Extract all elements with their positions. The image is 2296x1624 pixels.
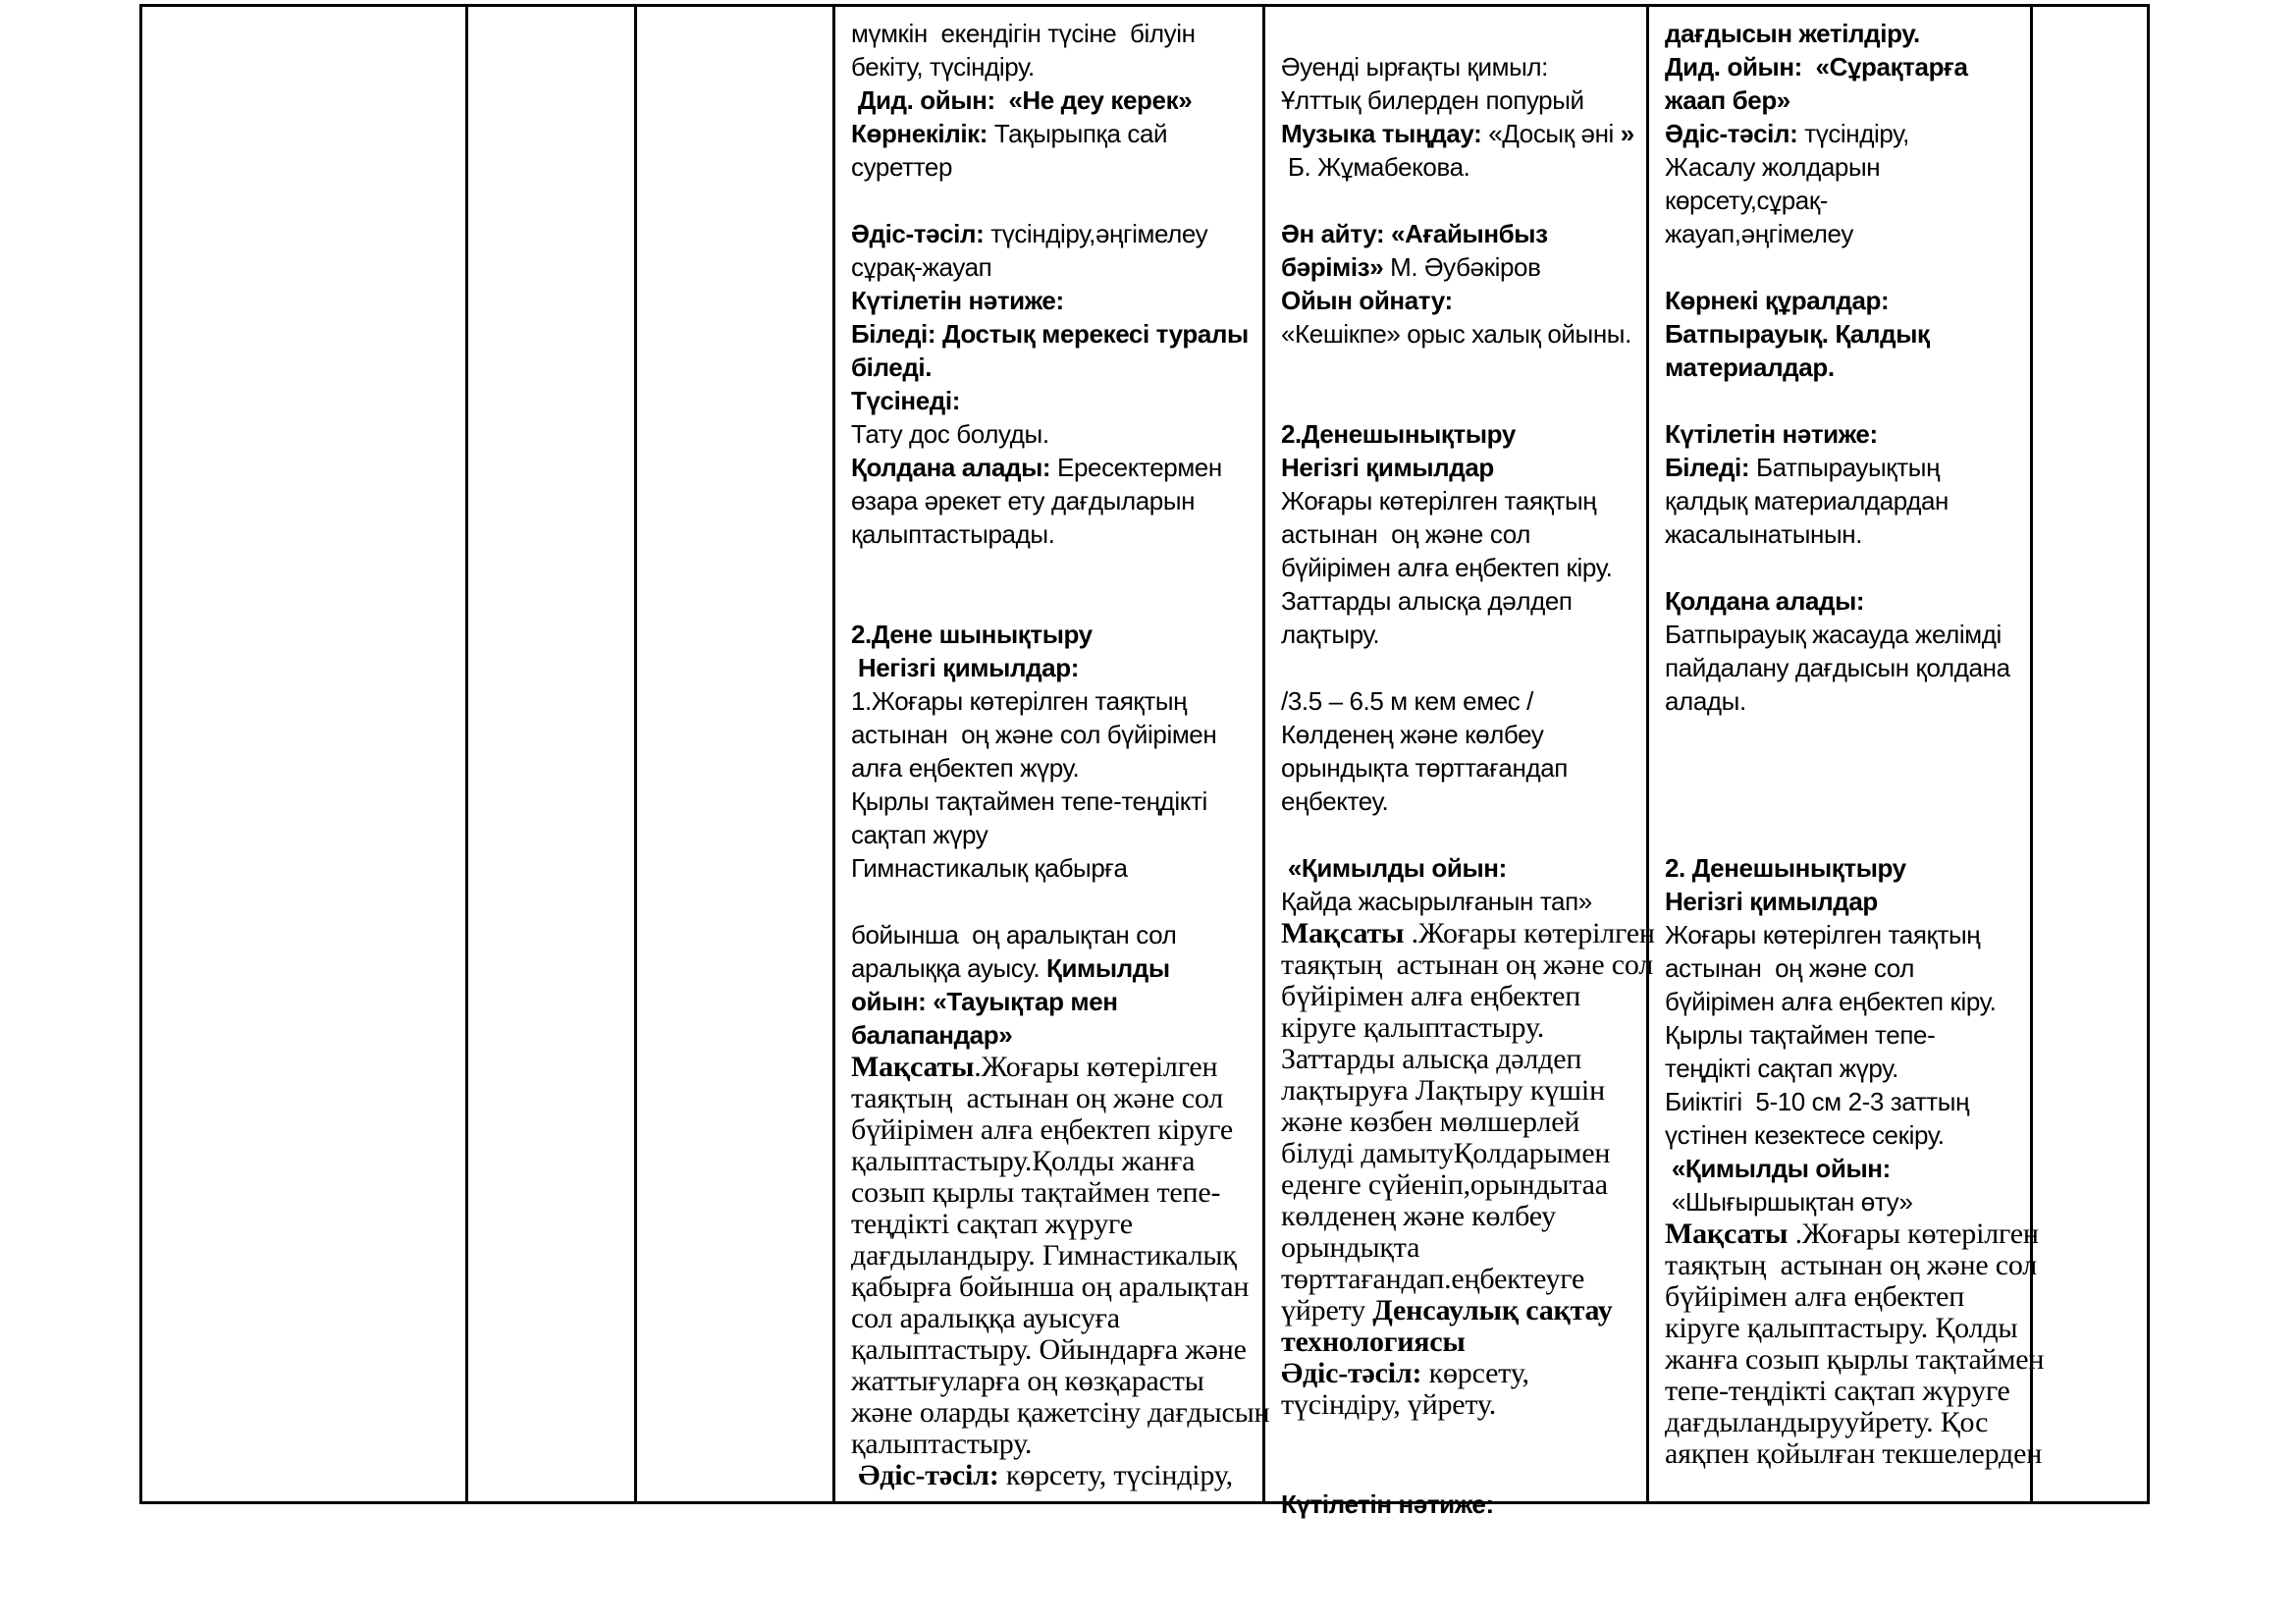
text-line <box>1665 751 2024 785</box>
bold-text-segment: «Қимылды ойын: <box>1665 1154 1891 1183</box>
text-line <box>1281 948 1654 981</box>
bold-text-segment: Түсінеді: <box>851 386 960 415</box>
text-segment: астынан оң және сол бүйірімен <box>851 720 1217 749</box>
text-line <box>1281 317 1640 351</box>
bold-text-segment: балапандар» <box>851 1020 1013 1050</box>
text-segment: бекіту, түсіндіру. <box>851 52 1035 81</box>
text-line <box>1281 250 1640 284</box>
text-segment: мүмкін екендігін түсіне білуін <box>851 19 1196 48</box>
bold-text-segment: Мақсаты <box>1665 1218 1789 1250</box>
text-line <box>851 1272 1256 1303</box>
text-line <box>851 1083 1256 1114</box>
text-line <box>1665 351 2024 384</box>
text-line <box>1281 117 1640 150</box>
table-column-empty-column-1 <box>142 7 468 1501</box>
bold-text-segment: дағдысын жетілдіру. <box>1665 19 1920 48</box>
text-segment: Қырлы тақтаймен тепе- <box>1665 1020 1936 1050</box>
bold-text-segment: Көрнекілік: <box>851 119 988 148</box>
text-line <box>1281 1107 1640 1138</box>
text-line <box>1281 484 1640 517</box>
text-line <box>851 1114 1256 1146</box>
bold-text-segment: технологиясы <box>1281 1326 1466 1358</box>
text-line <box>1281 83 1640 117</box>
text-line <box>1665 818 2024 851</box>
text-line <box>851 250 1256 284</box>
bold-text-segment: Мақсаты <box>851 1051 975 1083</box>
text-line <box>851 1429 1256 1460</box>
text-segment: 1.Жоғары көтерілген таяқтың <box>851 686 1188 716</box>
bold-text-segment: біледі. <box>851 352 933 382</box>
text-line <box>1665 985 2024 1018</box>
bold-text-segment: Мақсаты <box>1281 917 1405 949</box>
text-line <box>851 517 1256 551</box>
text-line <box>851 1209 1256 1240</box>
text-segment: созып қырлы тақтаймен тепе- <box>851 1176 1221 1209</box>
text-line <box>1665 851 2024 885</box>
text-segment: үстінен кезектесе секіру. <box>1665 1120 1945 1150</box>
text-line <box>851 618 1256 651</box>
text-line <box>1665 1185 2024 1218</box>
text-line <box>1665 384 2024 417</box>
text-line <box>1665 451 2024 484</box>
text-line <box>851 384 1256 417</box>
text-segment: .Жоғары көтерілген <box>1788 1218 2039 1250</box>
text-line <box>1281 1201 1640 1232</box>
text-line <box>1281 417 1640 451</box>
text-segment: алады. <box>1665 686 1746 716</box>
text-line <box>1665 1313 2024 1344</box>
text-line <box>1281 1389 1640 1421</box>
text-segment: теңдікті сақтап жүру. <box>1665 1054 1898 1083</box>
text-line <box>851 751 1256 785</box>
text-segment: лақтыру. <box>1281 620 1380 649</box>
text-segment: астынан оң және сол <box>1281 519 1530 549</box>
text-segment: және оларды қажетсіну дағдысын <box>851 1396 1270 1429</box>
text-line <box>851 1146 1256 1177</box>
text-line <box>1665 250 2024 284</box>
text-line <box>1665 484 2024 517</box>
text-line <box>1281 1264 1640 1295</box>
text-line <box>1281 885 1640 918</box>
text-line <box>1281 981 1640 1012</box>
text-segment: көлденең және көлбеу <box>1281 1200 1556 1232</box>
text-segment: түсіндіру,әңгімелеу <box>984 219 1208 248</box>
text-segment: Әуенді ырғақты қимыл: <box>1281 52 1549 81</box>
text-segment: Қырлы тақтаймен тепе-теңдікті <box>851 786 1207 816</box>
text-segment: жаттығуларға оң көзқарасты <box>851 1365 1204 1397</box>
text-segment: сақтап жүру <box>851 820 988 849</box>
text-segment: өзара әрекет ету дағдыларын <box>851 486 1196 515</box>
bold-text-segment: Әдіс-тәсіл: <box>1665 119 1798 148</box>
text-line <box>851 1396 1270 1429</box>
bold-text-segment: Негізгі қимылдар <box>1281 453 1494 482</box>
text-line <box>1281 1138 1640 1169</box>
text-line <box>851 351 1256 384</box>
text-segment: қабырға бойынша оң аралықтан <box>851 1271 1250 1303</box>
text-segment: қалыптастырады. <box>851 519 1055 549</box>
text-segment: қалыптастыру.Қолды жанға <box>851 1145 1196 1177</box>
text-line <box>1665 317 2024 351</box>
text-segment: .Жоғары көтерілген <box>974 1051 1218 1083</box>
text-line <box>1665 117 2024 150</box>
text-segment: Көлденең және көлбеу <box>1281 720 1544 749</box>
bold-text-segment: Күтілетін нәтиже: <box>851 286 1064 315</box>
lesson-plan-table <box>139 4 2150 1519</box>
text-line <box>851 1018 1256 1052</box>
text-segment: пайдалану дағдысын қолдана <box>1665 653 2010 682</box>
text-segment: және көзбен мөлшерлей <box>1281 1106 1580 1138</box>
table-column-text-column-2 <box>1265 7 1655 1519</box>
text-line <box>1281 684 1640 718</box>
text-line <box>851 885 1256 918</box>
text-line <box>1665 284 2024 317</box>
text-line <box>1665 1343 2045 1376</box>
text-segment: таяқтың астынан оң және сол <box>1281 948 1654 981</box>
text-line <box>851 651 1256 684</box>
text-segment: орындықта төрттағандап <box>1281 753 1568 783</box>
text-line <box>1665 1407 2024 1438</box>
text-segment: көрсету, түсіндіру, <box>998 1459 1233 1491</box>
text-line <box>1665 785 2024 818</box>
text-line <box>1281 651 1640 684</box>
text-segment: еңбектеу. <box>1281 786 1389 816</box>
text-line <box>1281 1075 1640 1107</box>
text-line <box>1665 217 2024 250</box>
text-segment: алға еңбектеп жүру. <box>851 753 1080 783</box>
text-line <box>1665 517 2024 551</box>
text-segment: таяқтың астынан оң және сол <box>1665 1249 2038 1281</box>
text-line <box>1281 718 1640 751</box>
table-column-text-column-1 <box>835 7 1270 1501</box>
text-line <box>851 284 1256 317</box>
text-segment: жасалынатынын. <box>1665 519 1863 549</box>
text-line <box>1665 684 2024 718</box>
text-line <box>851 417 1256 451</box>
text-segment: «Шығыршықтан өту» <box>1665 1187 1913 1217</box>
bold-text-segment: Күтілетін нәтиже: <box>1281 1489 1494 1519</box>
bold-text-segment: Дид. ойын: «Не деу керек» <box>851 85 1193 115</box>
text-line <box>1281 1326 1640 1358</box>
text-line <box>851 551 1256 584</box>
text-segment: Қайда жасырылғанын тап» <box>1281 887 1592 916</box>
text-segment: дағдыландырууйрету. Қос <box>1665 1406 1989 1438</box>
bold-text-segment: 2.Денешынықтыру <box>1281 419 1516 449</box>
text-line <box>851 184 1256 217</box>
text-segment: Тақырыпқа сай <box>988 119 1168 148</box>
text-line <box>1281 1295 1640 1326</box>
text-segment: Биіктігі 5-10 см 2-3 заттың <box>1665 1087 1970 1116</box>
bold-text-segment: Музыка тыңдау: <box>1281 119 1482 148</box>
text-line <box>1281 17 1640 50</box>
text-segment: үйрету <box>1281 1294 1373 1326</box>
text-line <box>851 851 1256 885</box>
text-line <box>851 985 1256 1018</box>
bold-text-segment: бәріміз» <box>1281 252 1384 282</box>
text-line <box>1665 1249 2038 1281</box>
text-line <box>1281 551 1640 584</box>
text-line <box>851 684 1256 718</box>
text-segment: Тату дос болуды. <box>851 419 1049 449</box>
text-segment: білуді дамытуҚолдарымен <box>1281 1137 1611 1169</box>
text-segment: төрттағандап.еңбектеуге <box>1281 1263 1585 1295</box>
text-line <box>1281 751 1640 785</box>
text-segment: Гимнастикалық қабырға <box>851 853 1128 883</box>
text-segment: еденге сүйеніп,орындытаа <box>1281 1168 1608 1201</box>
text-segment: қалдық материалдардан <box>1665 486 1949 515</box>
text-segment: бүйірімен алға еңбектеп кіруге <box>851 1113 1233 1146</box>
text-segment: кіруге қалыптастыру. <box>1281 1011 1545 1044</box>
bold-text-segment: материалдар. <box>1665 352 1835 382</box>
text-segment: бойынша оң аралықтан сол <box>851 920 1177 949</box>
text-segment: жауап,әңгімелеу <box>1665 219 1853 248</box>
text-line <box>1281 1488 1640 1521</box>
text-line <box>1665 17 2024 50</box>
text-line <box>851 17 1256 50</box>
bold-text-segment: «Қимылды ойын: <box>1281 853 1507 883</box>
text-line <box>851 150 1256 184</box>
text-segment: көрсету,сұрақ- <box>1665 186 1829 215</box>
text-line <box>1665 1152 2024 1185</box>
text-line <box>851 484 1256 517</box>
text-line <box>1665 184 2024 217</box>
text-line <box>1665 551 2024 584</box>
text-segment: «Кешікпе» орыс халық ойыны. <box>1281 319 1631 349</box>
text-line <box>1665 1018 2024 1052</box>
text-segment: Ұлттық билерден попурый <box>1281 85 1584 115</box>
bold-text-segment: Көрнекі құралдар: <box>1665 286 1890 315</box>
text-segment: теңдікті сақтап жүруге <box>851 1208 1133 1240</box>
text-segment: «Досық әні <box>1481 119 1621 148</box>
text-line <box>851 785 1256 818</box>
text-line <box>1665 417 2024 451</box>
text-line <box>1665 83 2024 117</box>
text-line <box>851 1177 1256 1209</box>
text-line <box>1281 785 1640 818</box>
text-line <box>851 50 1256 83</box>
text-segment: Заттарды алысқа дәлдеп <box>1281 586 1573 616</box>
bold-text-segment: Негізгі қимылдар <box>1665 887 1878 916</box>
text-line <box>1665 618 2024 651</box>
text-segment: Ересектермен <box>1050 453 1222 482</box>
text-segment: тепе-теңдікті сақтап жүруге <box>1665 1375 2010 1407</box>
text-line <box>851 83 1256 117</box>
bold-text-segment: Әдіс-тәсіл: <box>851 1459 999 1491</box>
bold-text-segment: Біледі: Достық мерекесі туралы <box>851 319 1249 349</box>
text-line <box>851 918 1256 951</box>
text-line <box>851 451 1256 484</box>
text-line <box>1665 1218 2039 1250</box>
text-segment: бүйірімен алға еңбектеп <box>1281 980 1581 1012</box>
bold-text-segment: Ән айту: «Ағайынбыз <box>1281 219 1548 248</box>
text-line <box>1281 517 1640 551</box>
text-segment: Жасалу жолдарын <box>1665 152 1881 182</box>
text-line <box>851 1334 1256 1366</box>
text-segment: орындықта <box>1281 1231 1420 1264</box>
table-column-empty-column-2 <box>468 7 637 1501</box>
text-line <box>1281 150 1640 184</box>
text-line <box>1665 1281 2024 1313</box>
text-line <box>1281 351 1640 384</box>
text-segment: /3.5 – 6.5 м кем емес / <box>1281 686 1534 716</box>
bold-text-segment: Ойын ойнату: <box>1281 286 1453 315</box>
text-line <box>851 317 1256 351</box>
text-line <box>851 1240 1256 1272</box>
text-line <box>1281 50 1640 83</box>
text-line <box>851 951 1256 985</box>
text-segment: дағдыландыру. Гимнастикалық <box>851 1239 1237 1272</box>
text-segment: Заттарды алысқа дәлдеп <box>1281 1043 1582 1075</box>
bold-text-segment: Батпырауық. Қалдық <box>1665 319 1930 349</box>
text-line <box>1281 1044 1640 1075</box>
text-line <box>1665 718 2024 751</box>
bold-text-segment: Денсаулық сақтау <box>1372 1294 1613 1326</box>
text-segment: жанға созып қырлы тақтаймен <box>1665 1343 2045 1376</box>
text-segment: аяқпен қойылған текшелерден <box>1665 1437 2043 1470</box>
table-column-empty-column-4 <box>2033 7 2147 1501</box>
text-line <box>1281 1232 1640 1264</box>
text-segment: қалыптастыру. <box>851 1428 1033 1460</box>
bold-text-segment: Әдіс-тәсіл: <box>1281 1357 1422 1389</box>
text-line <box>851 1460 1256 1491</box>
text-line <box>851 217 1256 250</box>
text-line <box>1665 584 2024 618</box>
text-line <box>1665 651 2024 684</box>
bold-text-segment: Біледі: <box>1665 453 1750 482</box>
text-segment: бүйірімен алға еңбектеп кіру. <box>1281 553 1613 582</box>
text-segment: Жоғары көтерілген таяқтың <box>1665 920 1981 949</box>
text-line <box>1665 885 2024 918</box>
text-line <box>1281 217 1640 250</box>
text-segment: лақтыруға Лақтыру күшін <box>1281 1074 1605 1107</box>
table-column-text-column-3 <box>1649 7 2045 1501</box>
text-segment: бүйірімен алға еңбектеп <box>1665 1280 1965 1313</box>
text-segment: астынан оң және сол <box>1665 953 1914 983</box>
bold-text-segment: Негізгі қимылдар: <box>851 653 1079 682</box>
text-segment: кіруге қалыптастыру. Қолды <box>1665 1312 2018 1344</box>
text-segment: Б. Жұмабекова. <box>1281 152 1470 182</box>
bold-text-segment: жаап бер» <box>1665 85 1790 115</box>
text-line <box>1665 951 2024 985</box>
text-segment: сол аралыққа ауысуға <box>851 1302 1120 1334</box>
text-line <box>1665 150 2024 184</box>
text-line <box>851 1052 1256 1083</box>
text-line <box>1665 1052 2024 1085</box>
bold-text-segment: Дид. ойын: «Сұрақтарға <box>1665 52 1968 81</box>
text-segment: М. Әубәкіров <box>1383 252 1541 282</box>
text-segment: қалыптастыру. Ойындарға және <box>851 1333 1247 1366</box>
bold-text-segment: 2. Денешынықтыру <box>1665 853 1906 883</box>
text-segment: бүйірімен алға еңбектеп кіру. <box>1665 987 1997 1016</box>
text-line <box>1281 851 1640 885</box>
text-segment: суреттер <box>851 152 953 182</box>
text-line <box>1281 184 1640 217</box>
text-line <box>1281 917 1655 949</box>
text-segment: Батпырауықтың <box>1749 453 1941 482</box>
table-column-empty-column-3 <box>637 7 835 1501</box>
bold-text-segment: Қолдана алады: <box>851 453 1051 482</box>
text-line <box>851 718 1256 751</box>
bold-text-segment: Әдіс-тәсіл: <box>851 219 985 248</box>
text-line <box>851 117 1256 150</box>
text-segment: түсіндіру, үйрету. <box>1281 1388 1496 1421</box>
text-line <box>1281 818 1640 851</box>
text-line <box>1281 384 1640 417</box>
text-line <box>1665 1437 2043 1470</box>
text-line <box>1281 1012 1640 1044</box>
text-segment: сұрақ-жауап <box>851 252 992 282</box>
text-line <box>1281 618 1640 651</box>
text-line <box>851 1303 1256 1334</box>
bold-text-segment: Қимылды <box>1045 953 1170 983</box>
text-line <box>1281 1169 1640 1201</box>
text-line <box>1665 1085 2024 1118</box>
text-line <box>1281 284 1640 317</box>
text-line <box>1665 918 2024 951</box>
bold-text-segment: Қолдана алады: <box>1665 586 1865 616</box>
text-segment: Жоғары көтерілген таяқтың <box>1281 486 1597 515</box>
text-segment: түсіндіру, <box>1797 119 1909 148</box>
text-line <box>851 1366 1256 1397</box>
bold-text-segment: » <box>1620 119 1634 148</box>
text-segment: аралыққа ауысу. <box>851 953 1046 983</box>
text-segment: Батпырауық жасауда желімді <box>1665 620 2002 649</box>
text-segment: көрсету, <box>1421 1357 1529 1389</box>
text-line <box>1665 50 2024 83</box>
text-line <box>851 818 1256 851</box>
text-line <box>1281 584 1640 618</box>
text-line <box>1281 451 1640 484</box>
text-line <box>851 584 1256 618</box>
text-segment: таяқтың астынан оң және сол <box>851 1082 1224 1114</box>
bold-text-segment: 2.Дене шынықтыру <box>851 620 1093 649</box>
text-line <box>1281 1421 1640 1454</box>
text-line <box>1665 1376 2024 1407</box>
bold-text-segment: ойын: «Тауықтар мен <box>851 987 1118 1016</box>
bold-text-segment: Күтілетін нәтиже: <box>1665 419 1878 449</box>
text-line <box>1281 1358 1640 1389</box>
text-segment: .Жоғары көтерілген <box>1404 917 1655 949</box>
text-line <box>1281 1454 1640 1488</box>
text-line <box>1665 1118 2024 1152</box>
